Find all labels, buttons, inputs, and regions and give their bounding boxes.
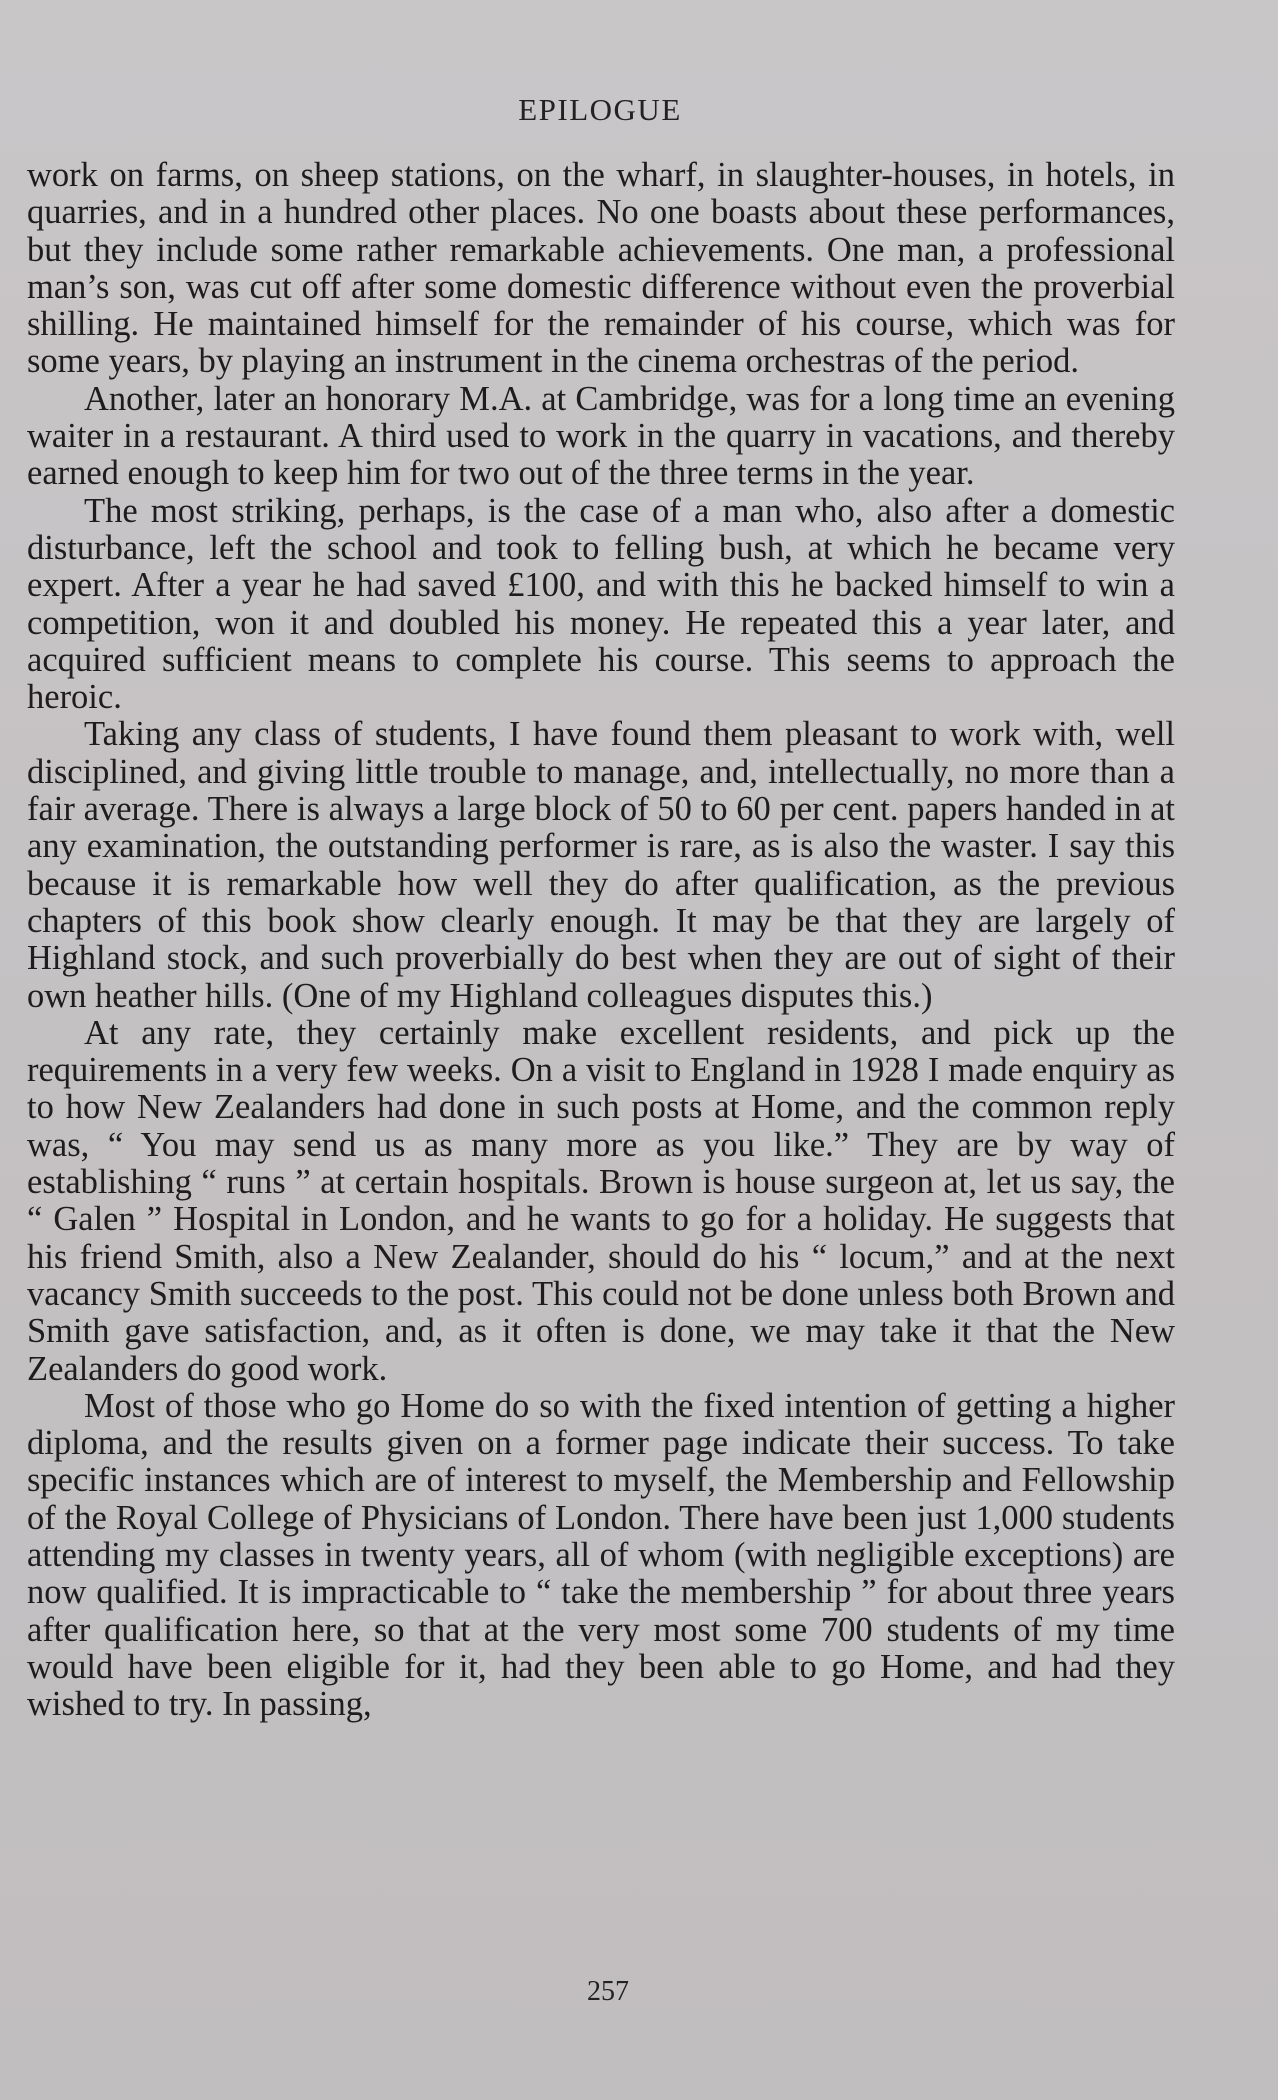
page-number: 257 (587, 1976, 629, 2007)
paragraph-1: work on farms, on sheep stations, on the wharf, in slaughter-houses, in hotels, in quarries, and in a hundred other places. No one boasts about these performances, but they include some rather remarkable achievements. One man, a professional man’s son, was cut off after some domestic difference without even the proverbial shilling. He maintained himself for the remainder of his course, which was for some years, by playing an instrument in the cinema orchestras of the period. (27, 156, 1175, 381)
body-text (27, 157, 1175, 1723)
paragraph-6: Most of those who go Home do so with the fixed intention of getting a higher diploma, and the results given on a former page indicate their success. To take specific instances which are of interest to myself, the Membership and Fellowship of the Royal College of Physicians of London. There have been just 1,000 students attending my classes in twenty years, all of whom (with negligible exceptions) are now qualified. It is impracticable to “ take the membership ” for about three years after qualification here, so that at the very most some 700 students of my time would have been eligible for it, had they been able to go Home, and had they wished to try. In passing, (27, 1386, 1175, 1724)
paragraph-4: Taking any class of students, I have found them pleasant to work with, well disciplined, and giving little trouble to manage, and, intellectually, no more than a fair average. There is always a large block of 50 to 60 per cent. papers handed in at any examination, the outstanding performer is rare, as is also the waster. I say this because it is remarkable how well they do after qualification, as the previous chapters of this book show clearly enough. It may be that they are largely of Highland stock, and such proverbially do best when they are out of sight of their own heather hills. (One of my Highland colleagues disputes this.) (27, 715, 1175, 1015)
paragraph-3: The most striking, perhaps, is the case of a man who, also after a domestic disturbance, left the school and took to felling bush, at which he became very expert. After a year he had saved £100, and with this he backed himself to win a competition, won it and doubled his money. He repeated this a year later, and acquired sufficient means to complete his course. This seems to approach the heroic. (27, 491, 1175, 717)
running-head: EPILOGUE (518, 92, 682, 127)
paragraph-5: At any rate, they certainly make excellent residents, and pick up the requirements in a very few weeks. On a visit to England in 1928 I made enquiry as to how New Zealanders had done in such posts at Home, and the common reply was, “ You may send us as many more as you like.” They are by way of establishing “ runs ” at certain hospitals. Brown is house surgeon at, let us say, the “ Galen ” Hospital in London, and he wants to go for a holiday. He suggests that his friend Smith, also a New Zealander, should do his “ locum,” and at the next vacancy Smith succeeds to the post. This could not be done unless both Brown and Smith gave satisfaction, and, as it often is done, we may take it that the New Zealanders do good work. (27, 1013, 1175, 1388)
paragraph-2: Another, later an honorary M.A. at Cambridge, was for a long time an evening waiter in a restaurant. A third used to work in the quarry in vacations, and thereby earned enough to keep him for two out of the three terms in the year. (27, 379, 1175, 493)
